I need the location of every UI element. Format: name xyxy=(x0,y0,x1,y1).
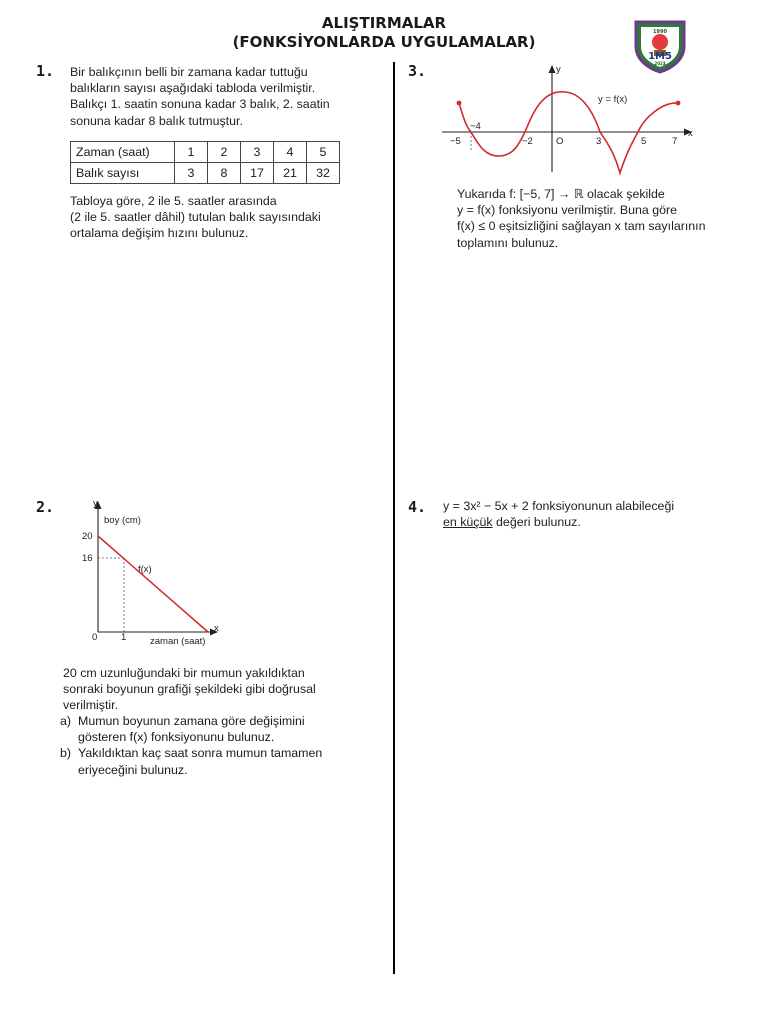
table-cell: 2 xyxy=(208,142,241,163)
q2-part-a-text xyxy=(78,713,305,745)
table-cell: 32 xyxy=(307,163,340,184)
q3-origin-label: O xyxy=(556,136,564,147)
q3-function-label: y = f(x) xyxy=(598,94,628,105)
q3-text-line: y = f(x) fonksiyonu verilmiştir. Buna göre xyxy=(457,203,678,218)
table-cell: 17 xyxy=(241,163,274,184)
q3-x-axis-label: x xyxy=(688,128,693,139)
q1-intro xyxy=(70,64,330,129)
q2-intro-line: sonraki boyunun grafiği şekildeki gibi doğrusal xyxy=(63,682,316,697)
q3-tick-label: 7 xyxy=(672,136,678,147)
logo-main-text: 1M5 xyxy=(648,51,672,62)
q2-y-axis-label: y xyxy=(93,498,98,509)
arrow-up-icon xyxy=(549,65,556,73)
q2-xlabel: zaman (saat) xyxy=(150,636,206,647)
q1-intro-line: Balıkçı 1. saatin sonuna kadar 3 balık, 2. saatin xyxy=(70,97,330,112)
q2-intro-line: 20 cm uzunluğundaki bir mumun yakıldıktan xyxy=(63,666,305,680)
table-cell: 21 xyxy=(274,163,307,184)
q2-part-a-label: a) xyxy=(60,714,72,728)
q3-tick-label: −5 xyxy=(450,136,461,147)
table-cell: 5 xyxy=(307,142,340,163)
q3-number: 3. xyxy=(408,62,427,80)
q4-text-rest: değeri bulunuz. xyxy=(492,515,581,530)
q1-intro-line: Bir balıkçının belli bir zamana kadar tuttuğu xyxy=(70,65,308,79)
column-divider xyxy=(393,62,395,974)
q4-text-line: y = 3x² − 5x + 2 fonksiyonunun alabileceği xyxy=(443,499,675,513)
q2-tick-label: 16 xyxy=(82,553,93,564)
q3-text-line: toplamını bulunuz. xyxy=(457,235,559,250)
q3-tick-label: −2 xyxy=(522,136,533,147)
logo-bottom-text: 2023 xyxy=(654,61,666,66)
q3-text-line: Yukarıda f: [−5, 7] → ℝ olacak şekilde xyxy=(457,187,665,201)
q3-tick-label: 3 xyxy=(596,136,602,147)
q2-part-b xyxy=(60,745,322,777)
table-cell: 8 xyxy=(208,163,241,184)
table-row xyxy=(71,163,340,184)
table-cell: 1 xyxy=(175,142,208,163)
q1-intro-line: balıkların sayısı aşağıdaki tabloda verilmiştir. xyxy=(70,81,316,96)
q1-question-line: ortalama değişim hızını bulunuz. xyxy=(70,226,249,241)
q2-part-a-line: gösteren f(x) fonksiyonunu bulunuz. xyxy=(78,730,275,745)
q2-function-label: f(x) xyxy=(138,564,152,575)
q2-x-axis-label: x xyxy=(214,623,219,634)
q2-part-b-line: eriyeceğini bulunuz. xyxy=(78,762,188,777)
q3-text-line: f(x) ≤ 0 eşitsizliğini sağlayan x tam sayılarının xyxy=(457,219,706,234)
q2-origin-label: 0 xyxy=(92,632,98,643)
q3-endpoint-left xyxy=(457,101,462,106)
q1-question xyxy=(70,193,321,242)
q1-question-line: Tabloya göre, 2 ile 5. saatler arasında xyxy=(70,194,277,208)
q3-function-graph xyxy=(430,60,705,180)
q2-subquestions xyxy=(60,713,322,778)
table-header-cell: Balık sayısı xyxy=(71,163,175,184)
table-cell: 4 xyxy=(274,142,307,163)
q4-underlined-phrase: en küçük xyxy=(443,515,493,530)
q3-tick-label: 5 xyxy=(641,136,647,147)
q2-part-a-line: Mumun boyunun zamana göre değişimini xyxy=(78,714,305,728)
worksheet-title: ALIŞTIRMALAR xyxy=(321,14,447,32)
logo-top-text: 1990 xyxy=(653,29,667,35)
q2-tick-label: 1 xyxy=(121,632,127,643)
q2-part-b-line: Yakıldıktan kaç saat sonra mumun tamamen xyxy=(78,746,323,761)
table-cell: 3 xyxy=(175,163,208,184)
table-row xyxy=(71,142,340,163)
q2-number: 2. xyxy=(36,498,55,516)
q2-intro-line: verilmiştir. xyxy=(63,698,119,713)
q2-intro xyxy=(63,665,316,714)
table-header-cell: Zaman (saat) xyxy=(71,142,175,163)
q1-data-table xyxy=(70,141,340,184)
q3-text xyxy=(457,186,706,251)
q2-line-graph xyxy=(72,494,232,652)
worksheet-subtitle: (FONKSİYONLARDA UYGULAMALAR) xyxy=(232,33,536,51)
q4-number: 4. xyxy=(408,498,427,516)
table-cell: 3 xyxy=(241,142,274,163)
q4-text xyxy=(443,498,674,530)
q2-ylabel: boy (cm) xyxy=(104,515,141,526)
q2-part-b-label: b) xyxy=(60,746,72,761)
q1-number: 1. xyxy=(36,62,55,80)
q2-part-a xyxy=(60,713,322,745)
q2-part-b-text xyxy=(78,745,322,777)
q2-function-line xyxy=(98,536,208,632)
q1-question-line: (2 ile 5. saatler dâhil) tutulan balık sayısındaki xyxy=(70,210,321,225)
q1-intro-line: sonuna kadar 8 balık tutmuştur. xyxy=(70,113,243,128)
q4-text-line2 xyxy=(443,514,674,530)
q2-tick-label: 20 xyxy=(82,531,93,542)
q3-y-axis-label: y xyxy=(556,64,561,75)
q3-tick-label: −4 xyxy=(470,121,481,132)
q3-endpoint-right xyxy=(676,101,681,106)
